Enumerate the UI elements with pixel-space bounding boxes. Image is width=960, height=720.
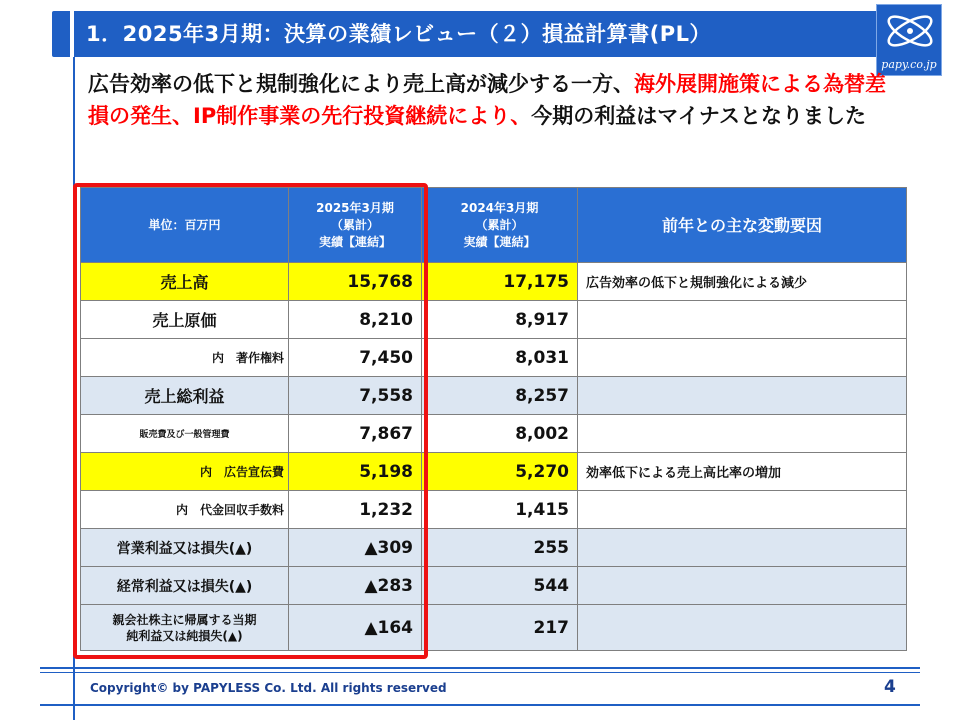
- header-unit: 単位：百万円: [81, 188, 289, 263]
- header-prior-line3: 実績【連結】: [463, 234, 536, 249]
- row-label: 経常利益又は損失(▲): [81, 567, 289, 605]
- table-row: [81, 453, 907, 491]
- row-label: 売上高: [81, 263, 289, 301]
- footer-rule-bottom: [40, 704, 920, 706]
- row-prior: 8,917: [422, 301, 578, 339]
- row-note: [578, 567, 907, 605]
- footer-rule-thin: [40, 672, 920, 673]
- table-header-row: [81, 188, 907, 263]
- row-label: 売上総利益: [81, 377, 289, 415]
- row-prior: 1,415: [422, 491, 578, 529]
- header-current-line1: 2025年3月期: [316, 200, 394, 215]
- row-current: 1,232: [289, 491, 422, 529]
- papy-logo: [876, 4, 942, 76]
- header-current-line2: （累計）: [330, 217, 379, 232]
- header-prior-line1: 2024年3月期: [460, 200, 539, 215]
- row-label: [81, 605, 289, 651]
- row-label: 販売費及び一般管理費: [81, 415, 289, 453]
- headline-part1: 広告効率の低下と規制強化により売上高が減少する一方、: [88, 72, 634, 96]
- row-prior: 8,257: [422, 377, 578, 415]
- headline-part2-red: 海外展開施策による為替差損の発生、IP制作事業の先行投資継続により、: [88, 72, 886, 128]
- row-note: [578, 301, 907, 339]
- atom-logo-icon: [883, 9, 937, 53]
- header-current-line3: 実績【連結】: [318, 234, 391, 249]
- row-current: 7,867: [289, 415, 422, 453]
- copyright-text: Copyright© by PAPYLESS Co. Ltd. All rights reserved: [90, 681, 447, 695]
- row-current: 7,558: [289, 377, 422, 415]
- header-factor: 前年との主な変動要因: [578, 188, 907, 263]
- row-label-line1: 親会社株主に帰属する当期: [112, 612, 257, 627]
- row-prior: 544: [422, 567, 578, 605]
- row-prior: 8,002: [422, 415, 578, 453]
- row-current: 8,210: [289, 301, 422, 339]
- row-note: [578, 377, 907, 415]
- row-current: 15,768: [289, 263, 422, 301]
- logo-text: papy.co.jp: [881, 58, 937, 71]
- table-row: [81, 263, 907, 301]
- table-row: [81, 491, 907, 529]
- row-note: [578, 491, 907, 529]
- headline: [88, 68, 888, 132]
- header-current: [289, 188, 422, 263]
- table-row: [81, 415, 907, 453]
- row-label-line2: 純利益又は純損失(▲): [126, 628, 243, 643]
- row-current: ▲164: [289, 605, 422, 651]
- row-note: [578, 339, 907, 377]
- row-prior: 217: [422, 605, 578, 651]
- title-accent-bar: [70, 11, 74, 57]
- row-label: 営業利益又は損失(▲): [81, 529, 289, 567]
- table-row: [81, 301, 907, 339]
- row-note: [578, 529, 907, 567]
- row-current: 5,198: [289, 453, 422, 491]
- row-prior: 5,270: [422, 453, 578, 491]
- left-rule: [73, 57, 75, 720]
- row-label: 売上原価: [81, 301, 289, 339]
- row-label: 内 広告宣伝費: [81, 453, 289, 491]
- row-note: 効率低下による売上高比率の増加: [578, 453, 907, 491]
- header-prior-line2: （累計）: [475, 217, 524, 232]
- row-note: [578, 605, 907, 651]
- headline-part3: 今期の利益はマイナスとなりました: [531, 104, 866, 128]
- row-prior: 255: [422, 529, 578, 567]
- row-note: 広告効率の低下と規制強化による減少: [578, 263, 907, 301]
- table-row: [81, 377, 907, 415]
- pl-table: [80, 187, 907, 651]
- row-label: 内 代金回収手数料: [81, 491, 289, 529]
- row-prior: 8,031: [422, 339, 578, 377]
- row-current: 7,450: [289, 339, 422, 377]
- page-title: 1．2025年3月期：決算の業績レビュー（２）損益計算書(PL）: [86, 22, 712, 46]
- row-prior: 17,175: [422, 263, 578, 301]
- header-prior: [422, 188, 578, 263]
- row-label: 内 著作権料: [81, 339, 289, 377]
- row-current: ▲309: [289, 529, 422, 567]
- table-row: [81, 605, 907, 651]
- table-row: [81, 567, 907, 605]
- row-current: ▲283: [289, 567, 422, 605]
- footer-rule: [40, 667, 920, 669]
- row-note: [578, 415, 907, 453]
- table-row: [81, 529, 907, 567]
- page-number: 4: [884, 677, 896, 697]
- table-row: [81, 339, 907, 377]
